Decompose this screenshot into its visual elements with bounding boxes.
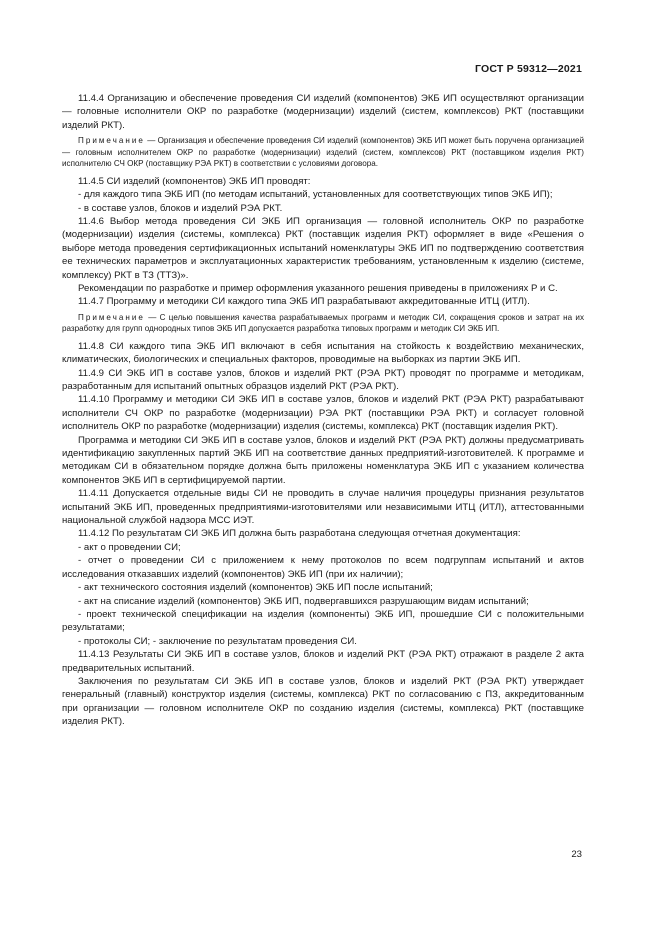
paragraph: Программа и методики СИ ЭКБ ИП в составе узлов, блоков и изделий РКТ (РЭА РКТ) должны предусматривать идентификацию закупленных партий ЭКБ ИП на соответствие данных предприятий-изготовителей. К программе и методикам СИ в обязательном порядке должна быть приложены номенклатура ЭКБ ИП с указанием количества компонентов ЭКБ ИП в сертифицируемой партии. (62, 434, 584, 486)
list-item: - акт технического состояния изделий (компонентов) ЭКБ ИП после испытаний; (78, 582, 433, 594)
clause-11-4-4: 11.4.4 Организацию и обеспечение проведения СИ изделий (компонентов) ЭКБ ИП осуществляют организации — головные исполнители ОКР по разработке (модернизации) изделий (систем, комплексов) РКТ (поставщики изделий РКТ). (62, 93, 584, 131)
clause-11-4-9: 11.4.9 СИ ЭКБ ИП в составе узлов, блоков и изделий РКТ (РЭА РКТ) проводят по программе и методикам, разработанным для испытаний опытных образцов изделий РКТ (РЭА РКТ). (62, 367, 584, 392)
note-label: Примечание (78, 312, 145, 322)
note-1-text: — Организация и обеспечение проведения СИ изделий (компонентов) ЭКБ ИП может быть поручена организацией — головным исполнителем ОКР по разработке (модернизации) изделий (систем, комплексов) РКТ (поставщиком изделия РКТ) исполнителю СЧ ОКР (поставщику РЭА РКТ) в соответствии с условиями договора. (62, 136, 584, 169)
document-standard-header: ГОСТ Р 59312—2021 (474, 63, 582, 75)
note-1 (62, 135, 584, 170)
list-item: - в составе узлов, блоков и изделий РЭА РКТ. (78, 202, 283, 214)
clause-11-4-12: 11.4.12 По результатам СИ ЭКБ ИП должна быть разработана следующая отчетная документация: (78, 528, 521, 540)
page-number: 23 (571, 849, 582, 860)
clause-11-4-5: 11.4.5 СИ изделий (компонентов) ЭКБ ИП проводят: (78, 175, 311, 187)
paragraph: Рекомендации по разработке и пример оформления указанного решения приведены в приложениях Р и С. (78, 282, 558, 294)
clause-11-4-6: 11.4.6 Выбор метода проведения СИ ЭКБ ИП организация — головной исполнитель ОКР по разработке (модернизации) изделия (системы, комплекса) РКТ (поставщик изделия РКТ) оформляет в виде «Решения о выборе метода проведения сертификационных испытаний номенклатуры ЭКБ ИП по подтверждению соответствия ее технических параметров и эксплуатационных характеристик требованиям, установленным к изделию (системе, комплексу) РКТ в ТЗ (ТТЗ)». (62, 215, 584, 281)
note-2-text: — С целью повышения качества разрабатываемых программ и методик СИ, сокращения сроков и затрат на их разработку для групп однородных типов ЭКБ ИП допускается разработка типовых программ и методик СИ ЭКБ ИП. (62, 312, 584, 334)
list-item: - для каждого типа ЭКБ ИП (по методам испытаний, установленных для соответствующих типов ЭКБ ИП); (78, 189, 553, 201)
note-label: Примечание (78, 136, 145, 146)
list-item: - проект технической спецификации на изделия (компоненты) ЭКБ ИП, прошедшие СИ с положительными результатами; (62, 608, 584, 634)
clause-11-4-10: 11.4.10 Программу и методики СИ ЭКБ ИП в составе узлов, блоков и изделий РКТ (РЭА РКТ) разрабатывают исполнители СЧ ОКР по разработке (модернизации) РЭА РКТ (поставщики РЭА РКТ) и согласует головной исполнитель ОКР по разработке (модернизации) изделия (системы, комплекса) РКТ (поставщик изделия РКТ). (62, 394, 584, 433)
list-item: - акт о проведении СИ; (78, 541, 181, 553)
list-item: - акт на списание изделий (компонентов) ЭКБ ИП, подвергавшихся разрушающим видам испытаний; (78, 595, 529, 607)
clause-11-4-7: 11.4.7 Программу и методики СИ каждого типа ЭКБ ИП разрабатывают аккредитованные ИТЦ (ИТЛ). (78, 296, 530, 308)
list-item: - отчет о проведении СИ с приложением к нему протоколов по всем подгруппам испытаний и актов исследования отказавших изделий (компонентов) ЭКБ ИП (при их наличии); (62, 555, 584, 580)
clause-11-4-13: 11.4.13 Результаты СИ ЭКБ ИП в составе узлов, блоков и изделий РКТ (РЭА РКТ) отражают в разделе 2 акта предварительных испытаний. (62, 649, 584, 674)
list-item: - протоколы СИ; - заключение по результатам проведения СИ. (78, 635, 357, 647)
paragraph: Заключения по результатам СИ ЭКБ ИП в составе узлов, блоков и изделий РКТ (РЭА РКТ) утверждает генеральный (главный) конструктор изделия (системы, комплекса) РКТ по согласованию с ПЗ, аккредитованным при организации — головном исполнителе ОКР по созданию изделия (системы, комплекса) РКТ (поставщике изделия РКТ). (62, 675, 584, 728)
clause-11-4-8: 11.4.8 СИ каждого типа ЭКБ ИП включают в себя испытания на стойкость к воздействию механических, климатических, биологических и специальных факторов, проводимые на выборках из партии ЭКБ ИП. (62, 340, 584, 366)
document-body (62, 92, 584, 729)
note-2 (62, 312, 584, 335)
clause-11-4-11: 11.4.11 Допускается отдельные виды СИ не проводить в случае наличия процедуры признания результатов испытаний ЭКБ ИП, проведенных предприятиями-изготовителями или независимыми ИТЦ (ИТЛ), аттестованными национальной службой надзора МСС ИЭТ. (62, 488, 584, 527)
